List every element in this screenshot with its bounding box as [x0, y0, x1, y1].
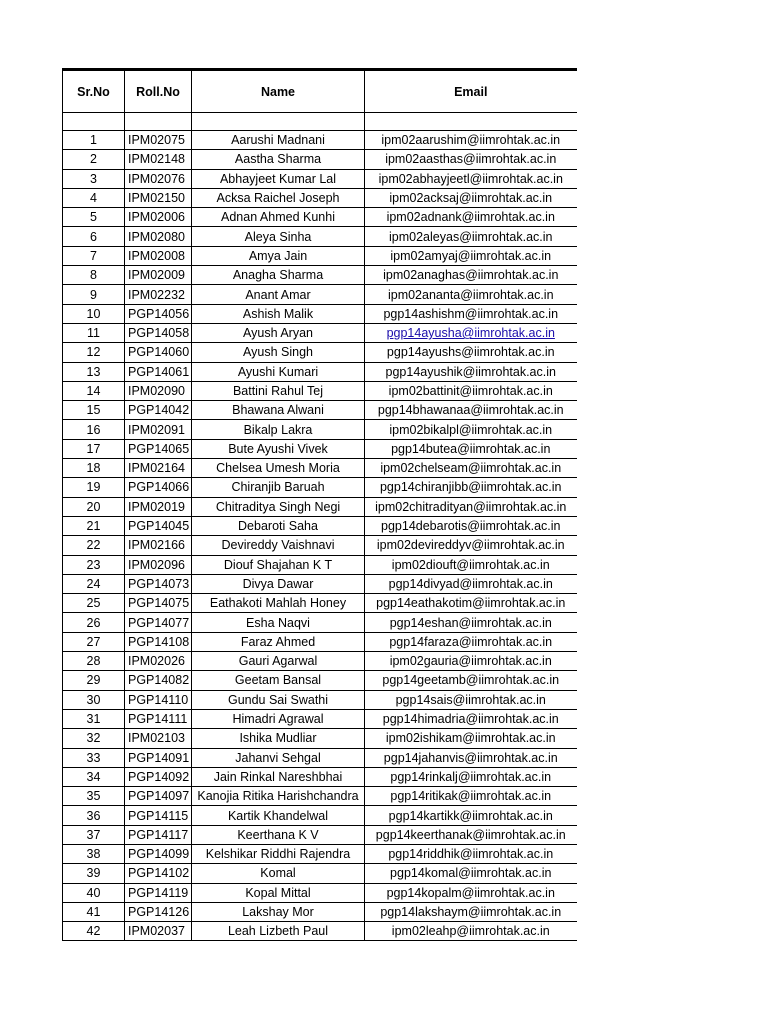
cell-email: ipm02anaghas@iimrohtak.ac.in	[365, 266, 577, 285]
cell-rollno: PGP14066	[125, 478, 192, 497]
blank-cell	[365, 113, 577, 131]
cell-email: pgp14jahanvis@iimrohtak.ac.in	[365, 748, 577, 767]
cell-rollno: IPM02076	[125, 169, 192, 188]
cell-rollno: PGP14073	[125, 574, 192, 593]
cell-rollno: IPM02075	[125, 131, 192, 150]
cell-name: Chiranjib Baruah	[192, 478, 365, 497]
cell-srno: 38	[63, 844, 125, 863]
cell-email: ipm02battinit@iimrohtak.ac.in	[365, 381, 577, 400]
cell-name: Aleya Sinha	[192, 227, 365, 246]
blank-row	[63, 113, 577, 131]
cell-srno: 11	[63, 323, 125, 342]
cell-srno: 42	[63, 922, 125, 941]
cell-srno: 29	[63, 671, 125, 690]
cell-email: ipm02aasthas@iimrohtak.ac.in	[365, 150, 577, 169]
blank-cell	[63, 113, 125, 131]
cell-name: Ayushi Kumari	[192, 362, 365, 381]
table-row	[63, 188, 577, 207]
blank-cell	[192, 113, 365, 131]
cell-name: Devireddy Vaishnavi	[192, 536, 365, 555]
cell-email: pgp14eshan@iimrohtak.ac.in	[365, 613, 577, 632]
cell-srno: 16	[63, 420, 125, 439]
cell-rollno: PGP14119	[125, 883, 192, 902]
cell-name: Adnan Ahmed Kunhi	[192, 208, 365, 227]
header-srno: Sr.No	[63, 70, 125, 113]
cell-srno: 8	[63, 266, 125, 285]
cell-rollno: IPM02096	[125, 555, 192, 574]
cell-srno: 17	[63, 439, 125, 458]
cell-rollno: IPM02037	[125, 922, 192, 941]
email-link[interactable]: pgp14ayusha@iimrohtak.ac.in	[386, 326, 555, 341]
cell-email: pgp14eathakotim@iimrohtak.ac.in	[365, 594, 577, 613]
cell-email: pgp14ritikak@iimrohtak.ac.in	[365, 787, 577, 806]
cell-email: ipm02amyaj@iimrohtak.ac.in	[365, 246, 577, 265]
table-row	[63, 459, 577, 478]
table-row	[63, 285, 577, 304]
table-row	[63, 439, 577, 458]
table-row	[63, 169, 577, 188]
table-row	[63, 516, 577, 535]
cell-srno: 28	[63, 652, 125, 671]
cell-name: Anant Amar	[192, 285, 365, 304]
cell-email: ipm02adnank@iimrohtak.ac.in	[365, 208, 577, 227]
cell-email: pgp14debarotis@iimrohtak.ac.in	[365, 516, 577, 535]
cell-name: Bute Ayushi Vivek	[192, 439, 365, 458]
cell-email: ipm02chelseam@iimrohtak.ac.in	[365, 459, 577, 478]
cell-rollno: PGP14045	[125, 516, 192, 535]
cell-rollno: PGP14060	[125, 343, 192, 362]
cell-rollno: PGP14115	[125, 806, 192, 825]
cell-email: pgp14ayushik@iimrohtak.ac.in	[365, 362, 577, 381]
cell-name: Aastha Sharma	[192, 150, 365, 169]
cell-name: Divya Dawar	[192, 574, 365, 593]
cell-rollno: PGP14108	[125, 632, 192, 651]
cell-srno: 20	[63, 497, 125, 516]
table-row	[63, 150, 577, 169]
cell-email: pgp14ashishm@iimrohtak.ac.in	[365, 304, 577, 323]
table-row	[63, 806, 577, 825]
cell-name: Bikalp Lakra	[192, 420, 365, 439]
cell-rollno: IPM02019	[125, 497, 192, 516]
cell-email: pgp14ayushs@iimrohtak.ac.in	[365, 343, 577, 362]
header-row	[63, 70, 577, 113]
cell-srno: 34	[63, 767, 125, 786]
cell-rollno: PGP14126	[125, 902, 192, 921]
cell-srno: 7	[63, 246, 125, 265]
table-row	[63, 266, 577, 285]
cell-name: Anagha Sharma	[192, 266, 365, 285]
cell-srno: 21	[63, 516, 125, 535]
cell-srno: 22	[63, 536, 125, 555]
cell-name: Diouf Shajahan K T	[192, 555, 365, 574]
cell-rollno: PGP14111	[125, 709, 192, 728]
cell-name: Leah Lizbeth Paul	[192, 922, 365, 941]
cell-email: pgp14butea@iimrohtak.ac.in	[365, 439, 577, 458]
cell-srno: 33	[63, 748, 125, 767]
table-row	[63, 613, 577, 632]
cell-email: ipm02leahp@iimrohtak.ac.in	[365, 922, 577, 941]
table-row	[63, 652, 577, 671]
cell-email: pgp14chiranjibb@iimrohtak.ac.in	[365, 478, 577, 497]
cell-srno: 30	[63, 690, 125, 709]
cell-srno: 2	[63, 150, 125, 169]
cell-email: pgp14himadria@iimrohtak.ac.in	[365, 709, 577, 728]
table-row	[63, 362, 577, 381]
cell-srno: 10	[63, 304, 125, 323]
table-row	[63, 690, 577, 709]
cell-name: Kelshikar Riddhi Rajendra	[192, 844, 365, 863]
cell-rollno: PGP14092	[125, 767, 192, 786]
table-row	[63, 594, 577, 613]
cell-rollno: PGP14110	[125, 690, 192, 709]
table-row	[63, 902, 577, 921]
table-row	[63, 478, 577, 497]
cell-email: pgp14sais@iimrohtak.ac.in	[365, 690, 577, 709]
student-table	[62, 68, 577, 941]
table-row	[63, 246, 577, 265]
cell-name: Jahanvi Sehgal	[192, 748, 365, 767]
cell-email: pgp14riddhik@iimrohtak.ac.in	[365, 844, 577, 863]
cell-name: Battini Rahul Tej	[192, 381, 365, 400]
cell-name: Gauri Agarwal	[192, 652, 365, 671]
cell-email: pgp14faraza@iimrohtak.ac.in	[365, 632, 577, 651]
table-row	[63, 767, 577, 786]
cell-rollno: IPM02080	[125, 227, 192, 246]
cell-srno: 19	[63, 478, 125, 497]
cell-rollno: IPM02008	[125, 246, 192, 265]
cell-email: ipm02devireddyv@iimrohtak.ac.in	[365, 536, 577, 555]
cell-email: ipm02abhayjeetl@iimrohtak.ac.in	[365, 169, 577, 188]
table-row	[63, 536, 577, 555]
cell-email: pgp14geetamb@iimrohtak.ac.in	[365, 671, 577, 690]
cell-name: Komal	[192, 864, 365, 883]
cell-name: Jain Rinkal Nareshbhai	[192, 767, 365, 786]
table-row	[63, 497, 577, 516]
table-row	[63, 844, 577, 863]
table-row	[63, 323, 577, 342]
cell-name: Acksa Raichel Joseph	[192, 188, 365, 207]
cell-srno: 18	[63, 459, 125, 478]
cell-rollno: IPM02090	[125, 381, 192, 400]
cell-srno: 40	[63, 883, 125, 902]
cell-name: Aarushi Madnani	[192, 131, 365, 150]
cell-name: Kopal Mittal	[192, 883, 365, 902]
cell-rollno: IPM02150	[125, 188, 192, 207]
cell-srno: 3	[63, 169, 125, 188]
header-rollno: Roll.No	[125, 70, 192, 113]
cell-srno: 37	[63, 825, 125, 844]
cell-email	[365, 323, 577, 342]
cell-srno: 14	[63, 381, 125, 400]
cell-name: Debaroti Saha	[192, 516, 365, 535]
cell-email: ipm02aarushim@iimrohtak.ac.in	[365, 131, 577, 150]
cell-email: ipm02chitradityan@iimrohtak.ac.in	[365, 497, 577, 516]
cell-name: Chelsea Umesh Moria	[192, 459, 365, 478]
cell-rollno: IPM02232	[125, 285, 192, 304]
header-name: Name	[192, 70, 365, 113]
cell-rollno: PGP14102	[125, 864, 192, 883]
table-row	[63, 632, 577, 651]
table-row	[63, 922, 577, 941]
table-row	[63, 420, 577, 439]
table-row	[63, 381, 577, 400]
cell-rollno: IPM02103	[125, 729, 192, 748]
cell-rollno: PGP14117	[125, 825, 192, 844]
cell-email: ipm02acksaj@iimrohtak.ac.in	[365, 188, 577, 207]
table-row	[63, 864, 577, 883]
cell-rollno: PGP14091	[125, 748, 192, 767]
cell-name: Amya Jain	[192, 246, 365, 265]
cell-rollno: PGP14058	[125, 323, 192, 342]
cell-srno: 39	[63, 864, 125, 883]
table-row	[63, 825, 577, 844]
cell-email: pgp14lakshaym@iimrohtak.ac.in	[365, 902, 577, 921]
cell-email: pgp14divyad@iimrohtak.ac.in	[365, 574, 577, 593]
cell-name: Abhayjeet Kumar Lal	[192, 169, 365, 188]
cell-srno: 13	[63, 362, 125, 381]
cell-srno: 4	[63, 188, 125, 207]
cell-email: pgp14keerthanak@iimrohtak.ac.in	[365, 825, 577, 844]
cell-name: Ayush Aryan	[192, 323, 365, 342]
cell-name: Eathakoti Mahlah Honey	[192, 594, 365, 613]
cell-email: ipm02aleyas@iimrohtak.ac.in	[365, 227, 577, 246]
cell-name: Geetam Bansal	[192, 671, 365, 690]
cell-rollno: PGP14065	[125, 439, 192, 458]
cell-rollno: IPM02091	[125, 420, 192, 439]
cell-rollno: PGP14042	[125, 401, 192, 420]
cell-rollno: IPM02006	[125, 208, 192, 227]
cell-srno: 15	[63, 401, 125, 420]
table-row	[63, 227, 577, 246]
cell-srno: 6	[63, 227, 125, 246]
cell-srno: 5	[63, 208, 125, 227]
student-table-sheet	[62, 68, 576, 941]
table-row	[63, 671, 577, 690]
cell-name: Lakshay Mor	[192, 902, 365, 921]
cell-srno: 36	[63, 806, 125, 825]
cell-name: Bhawana Alwani	[192, 401, 365, 420]
cell-name: Faraz Ahmed	[192, 632, 365, 651]
table-body	[63, 131, 577, 941]
cell-rollno: IPM02148	[125, 150, 192, 169]
cell-name: Ashish Malik	[192, 304, 365, 323]
cell-email: pgp14rinkalj@iimrohtak.ac.in	[365, 767, 577, 786]
cell-name: Himadri Agrawal	[192, 709, 365, 728]
header-email: Email	[365, 70, 577, 113]
table-row	[63, 555, 577, 574]
cell-srno: 25	[63, 594, 125, 613]
cell-name: Chitraditya Singh Negi	[192, 497, 365, 516]
cell-srno: 1	[63, 131, 125, 150]
table-row	[63, 574, 577, 593]
cell-name: Ayush Singh	[192, 343, 365, 362]
cell-srno: 32	[63, 729, 125, 748]
cell-name: Kanojia Ritika Harishchandra	[192, 787, 365, 806]
table-row	[63, 401, 577, 420]
cell-name: Keerthana K V	[192, 825, 365, 844]
table-row	[63, 748, 577, 767]
cell-rollno: PGP14099	[125, 844, 192, 863]
cell-srno: 12	[63, 343, 125, 362]
cell-srno: 41	[63, 902, 125, 921]
cell-rollno: PGP14075	[125, 594, 192, 613]
cell-name: Kartik Khandelwal	[192, 806, 365, 825]
cell-email: ipm02ananta@iimrohtak.ac.in	[365, 285, 577, 304]
cell-rollno: PGP14056	[125, 304, 192, 323]
cell-rollno: IPM02166	[125, 536, 192, 555]
cell-email: pgp14bhawanaa@iimrohtak.ac.in	[365, 401, 577, 420]
cell-rollno: PGP14077	[125, 613, 192, 632]
table-row	[63, 729, 577, 748]
cell-rollno: IPM02026	[125, 652, 192, 671]
cell-email: ipm02ishikam@iimrohtak.ac.in	[365, 729, 577, 748]
cell-srno: 24	[63, 574, 125, 593]
blank-cell	[125, 113, 192, 131]
table-row	[63, 343, 577, 362]
table-row	[63, 131, 577, 150]
cell-email: ipm02gauria@iimrohtak.ac.in	[365, 652, 577, 671]
table-row	[63, 883, 577, 902]
cell-name: Esha Naqvi	[192, 613, 365, 632]
table-row	[63, 208, 577, 227]
cell-email: pgp14kopalm@iimrohtak.ac.in	[365, 883, 577, 902]
cell-srno: 26	[63, 613, 125, 632]
cell-srno: 35	[63, 787, 125, 806]
cell-email: pgp14kartikk@iimrohtak.ac.in	[365, 806, 577, 825]
cell-email: ipm02diouft@iimrohtak.ac.in	[365, 555, 577, 574]
cell-srno: 31	[63, 709, 125, 728]
cell-rollno: IPM02164	[125, 459, 192, 478]
cell-rollno: PGP14061	[125, 362, 192, 381]
cell-name: Ishika Mudliar	[192, 729, 365, 748]
table-row	[63, 304, 577, 323]
cell-rollno: PGP14082	[125, 671, 192, 690]
cell-email: pgp14komal@iimrohtak.ac.in	[365, 864, 577, 883]
table-row	[63, 787, 577, 806]
cell-rollno: IPM02009	[125, 266, 192, 285]
cell-srno: 9	[63, 285, 125, 304]
table-row	[63, 709, 577, 728]
cell-email: ipm02bikalpl@iimrohtak.ac.in	[365, 420, 577, 439]
cell-srno: 23	[63, 555, 125, 574]
cell-name: Gundu Sai Swathi	[192, 690, 365, 709]
cell-srno: 27	[63, 632, 125, 651]
cell-rollno: PGP14097	[125, 787, 192, 806]
